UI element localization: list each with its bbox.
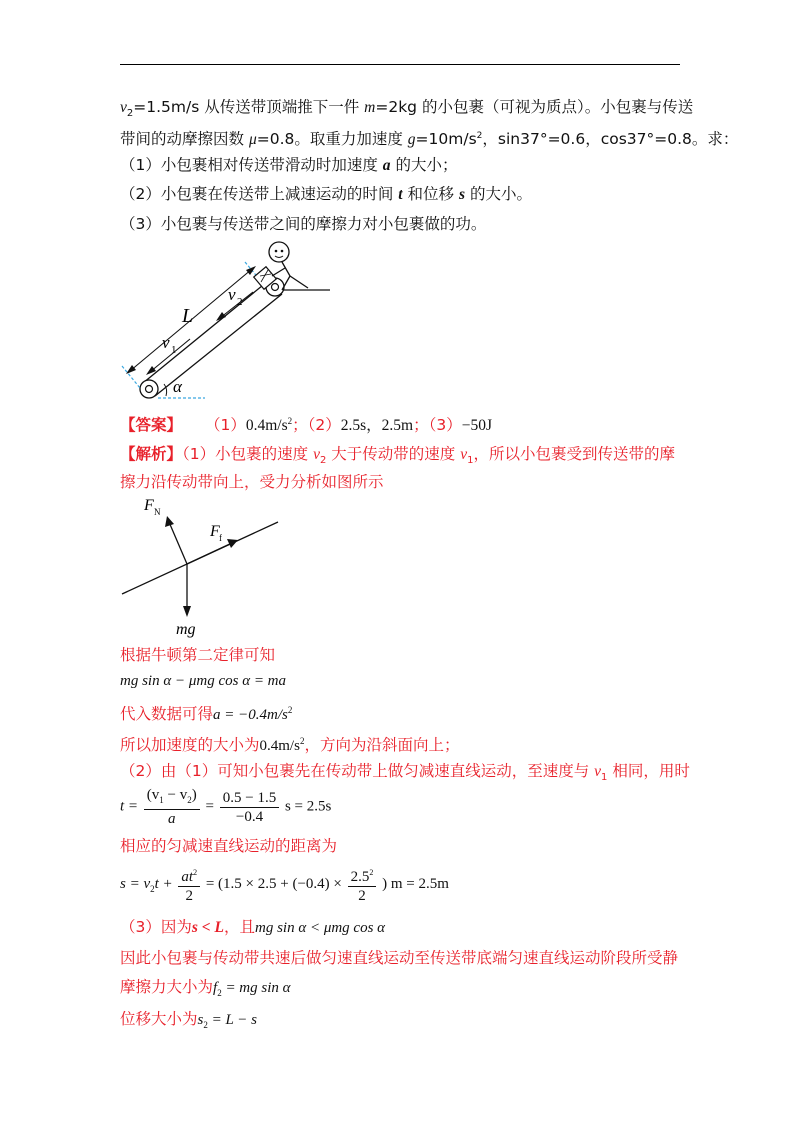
problem-line-1: $v_2=1.5m/s$ 从传送带顶端推下一件 m=2kg 的小包裹（可视为质点）。小包裹与传送	[120, 98, 694, 120]
question-2: （2）小包裹在传送带上减速运动的时间 t 和位移 s 的大小。	[120, 185, 532, 203]
svg-text:v: v	[228, 285, 236, 304]
conveyor-belt-figure	[110, 236, 340, 406]
acceleration-magnitude-line: 所以加速度的大小为$0.4m/s^2$，方向为沿斜面向上；	[120, 736, 460, 755]
newton-law-line: 根据牛顿第二定律可知	[120, 646, 276, 664]
equation-newton: mg sin α − μmg cos α = ma	[120, 673, 287, 689]
svg-text:f: f	[219, 533, 222, 543]
part3-reason-line: 因此小包裹与传动带共速后做匀速直线运动至传送带底端匀速直线运动阶段所受静	[120, 949, 679, 967]
svg-text:F: F	[144, 497, 154, 514]
substitute-line: 代入数据可得$a = -0.4m/s^2$	[120, 705, 293, 724]
svg-text:v: v	[162, 333, 170, 352]
svg-text:F: F	[210, 523, 220, 540]
header-rule	[120, 64, 680, 65]
displacement-line: 位移大小为$s_2 = L - s$	[120, 1010, 258, 1031]
svg-text:1: 1	[171, 344, 177, 356]
svg-text:α: α	[173, 377, 182, 396]
problem-line-2: 带间的动摩擦因数 μ=0.8。取重力加速度 $g=10m/s^2$，sin37°=0.6，cos37°=0.8。求：	[120, 130, 739, 149]
force-diagram	[118, 492, 288, 642]
static-friction-line: 摩擦力大小为$f_2$ = mg sin α	[120, 978, 291, 999]
question-1: （1）小包裹相对传送带滑动时加速度 a 的大小；	[120, 156, 458, 174]
svg-text:L: L	[182, 305, 194, 327]
analysis-line-1: 【解析】（1）小包裹的速度 $v_2$ 大于传动带的速度 $v_1$，所以小包裹受到传送带的摩	[120, 445, 675, 467]
equation-displacement: $s = v_2t$ + $\frac{at^2}{2}$ = (1.5 × 2.5 + (−0.4) × $\frac{2.5^2}{2}$ ) m = 2.5m	[120, 864, 449, 905]
svg-text:N: N	[154, 507, 161, 517]
question-3: （3）小包裹与传送带之间的摩擦力对小包裹做的功。	[120, 215, 487, 233]
answer-line: 【答案】 $(1)0.4m/s^2$；（2）2.5s，2.5m；（3）−50J	[120, 416, 493, 435]
part3-line: （3）因为s < L，且mg sin α < μmg cos α	[120, 918, 386, 936]
part2-line: （2）由（1）可知小包裹先在传动带上做匀减速直线运动，至速度与 $v_1$ 相同，用时	[120, 762, 690, 784]
distance-line: 相应的匀减速直线运动的距离为	[120, 837, 338, 855]
svg-text:mg: mg	[176, 621, 196, 638]
equation-time: t = $\frac{(v_1 - v_2)}{a}$ = $\frac{0.5 - 1.5}{-0.4}$ s = 2.5s	[120, 787, 332, 827]
svg-text:2: 2	[237, 296, 243, 308]
analysis-line-2: 擦力沿传动带向上，受力分析如图所示	[120, 473, 384, 491]
